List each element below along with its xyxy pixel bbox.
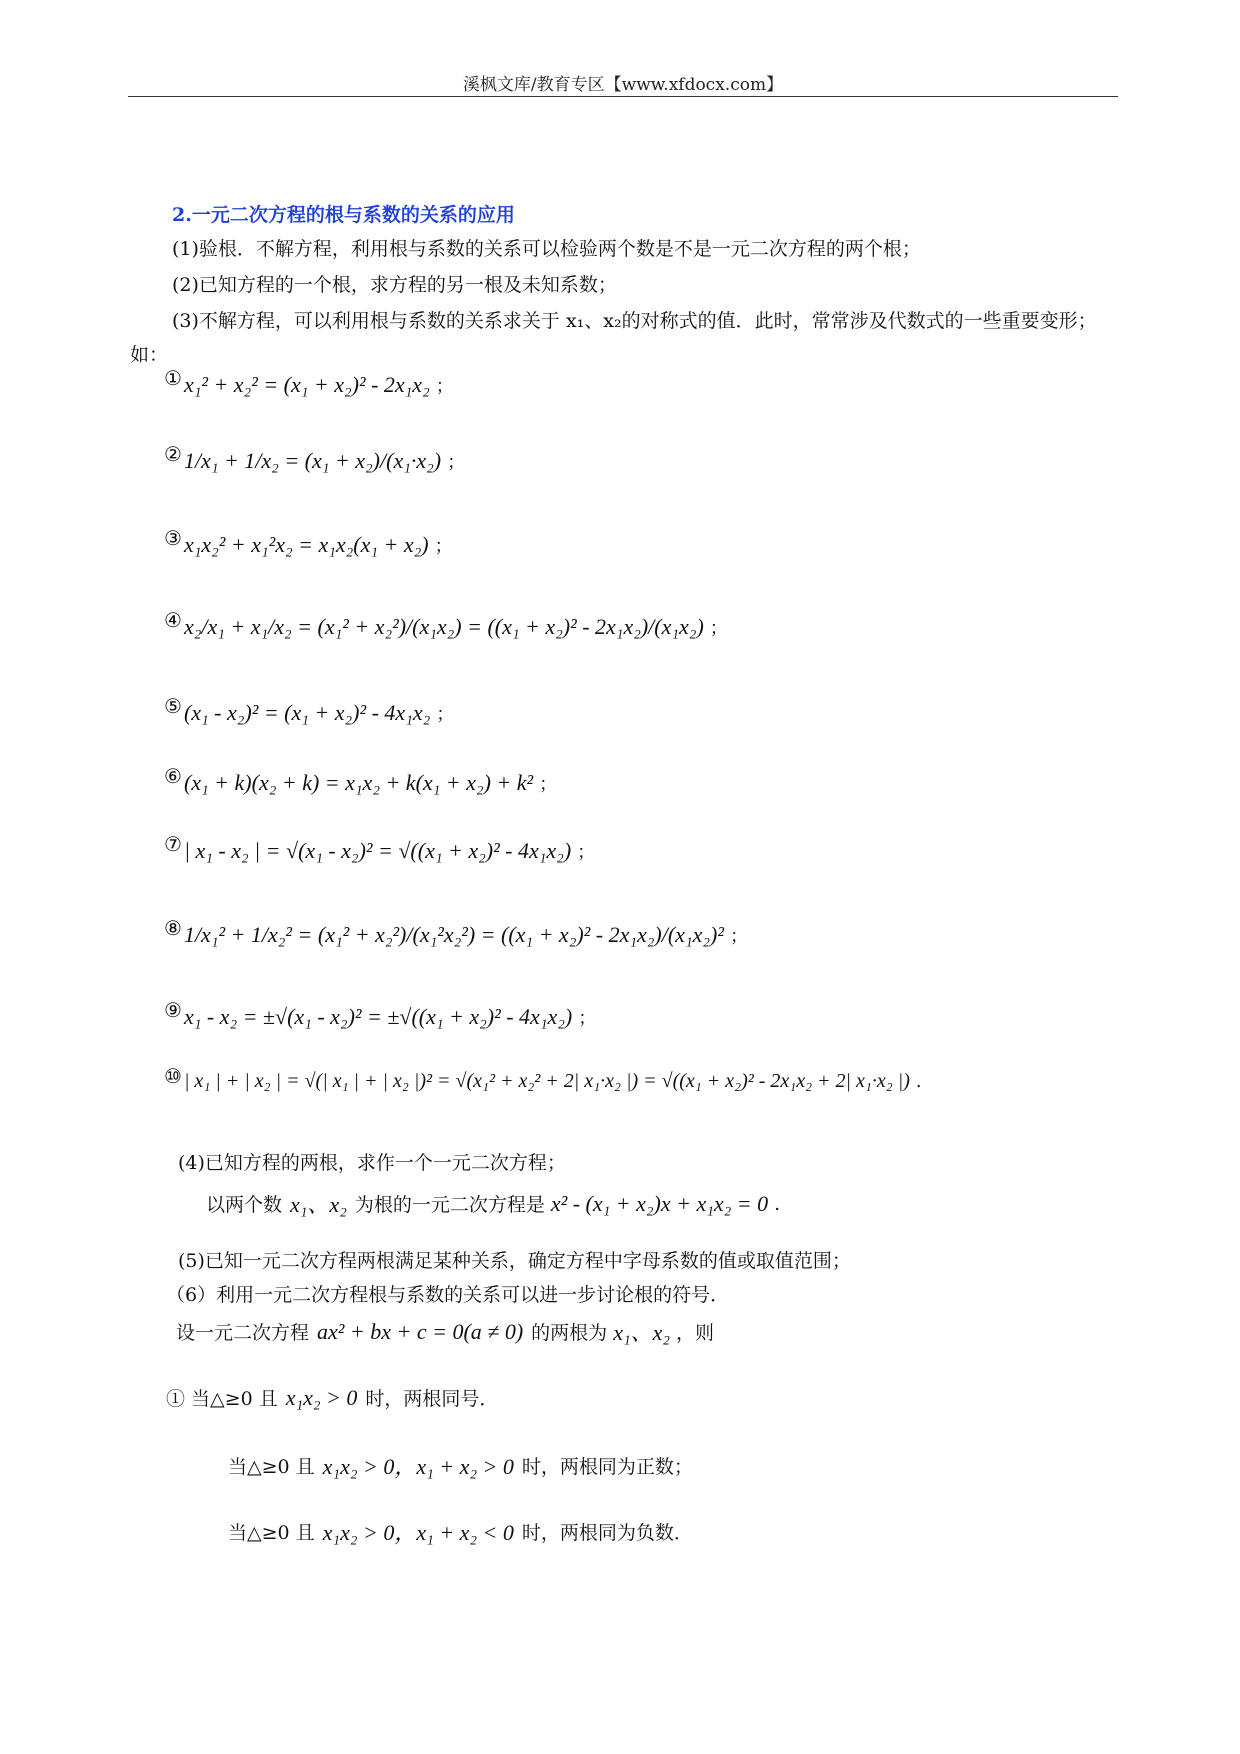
formula-expression: x₂/x₁ + x₁/x₂ = (x₁² + x₂²)/(x₁x₂) = ((x₁ + x₂)² - 2x₁x₂)/(x₁x₂) <box>183 614 704 639</box>
formula-end: ； <box>709 618 728 639</box>
formula-end: ； <box>436 704 455 725</box>
roots-vars: x₁、x₂ <box>290 1192 347 1217</box>
formula-end: ； <box>435 376 454 397</box>
formula-expression: (x₁ - x₂)² = (x₁ + x₂)² - 4x₁x₂ <box>183 700 431 725</box>
case-both-positive <box>228 1450 693 1481</box>
formula-number: ⑧ <box>164 916 182 940</box>
general-line-before: 设一元二次方程 <box>176 1322 310 1344</box>
formula-number: ④ <box>164 608 182 632</box>
case-condition: x₁x₂ > 0 <box>285 1384 358 1410</box>
formula-5 <box>164 694 455 726</box>
general-line-end: ，则 <box>676 1322 715 1344</box>
formula-end: ； <box>578 1008 597 1029</box>
formula-end: . <box>915 1071 922 1092</box>
paragraph-5: (5)已知一元二次方程两根满足某种关系，确定方程中字母系数的值或取值范围； <box>178 1250 851 1272</box>
case-suffix: 时，两根同为负数． <box>521 1522 693 1544</box>
formula-7 <box>164 832 596 864</box>
roots-equation: x² - (x₁ + x₂)x + x₁x₂ = 0 <box>550 1190 769 1216</box>
formula-expression: (x₁ + k)(x₂ + k) = x₁x₂ + k(x₁ + x₂) + k² <box>183 770 534 795</box>
formula-number: ⑦ <box>164 832 182 856</box>
formula-expression: x₁² + x₂² = (x₁ + x₂)² - 2x₁x₂ <box>183 372 430 397</box>
formula-number: ① <box>164 366 182 390</box>
header-rule <box>128 96 1118 97</box>
formula-number: ⑥ <box>164 764 182 788</box>
formula-end: ； <box>577 842 596 863</box>
formula-number: ⑨ <box>164 998 182 1022</box>
roots-line-before: 以两个数 <box>206 1194 283 1216</box>
formula-end: ； <box>447 452 466 473</box>
roots-line-end: . <box>774 1192 781 1215</box>
formula-9 <box>164 998 597 1030</box>
formula-3 <box>164 526 453 558</box>
formula-expression: | x₁ | + | x₂ | = √(| x₁ | + | x₂ |)² = √(x₁² + x₂² + 2| x₁·x₂ |) = √((x₁ + x₂)² - 2x₁x₂ + 2| x₁·x₂ |) <box>183 1070 910 1092</box>
formula-8 <box>164 916 748 948</box>
formula-expression: 1/x₁² + 1/x₂² = (x₁² + x₂²)/(x₁²x₂²) = ((x₁ + x₂)² - 2x₁x₂)/(x₁x₂)² <box>183 922 724 947</box>
paragraph-4: (4)已知方程的两根，求作一个一元二次方程； <box>178 1152 566 1174</box>
case-condition: x₁x₂ > 0，x₁ + x₂ > 0 <box>322 1454 514 1479</box>
paragraph-1: (1)验根．不解方程，利用根与系数的关系可以检验两个数是不是一元二次方程的两个根； <box>172 238 921 260</box>
formula-expression: x₁ - x₂ = ±√(x₁ - x₂)² = ±√((x₁ + x₂)² - 4x₁x₂) <box>183 1004 573 1029</box>
formula-expression: 1/x₁ + 1/x₂ = (x₁ + x₂)/(x₁·x₂) <box>183 448 442 473</box>
formula-4 <box>164 608 728 640</box>
general-equation-line <box>176 1316 714 1347</box>
case-both-negative <box>228 1516 693 1547</box>
general-equation: ax² + bx + c = 0(a ≠ 0) <box>317 1318 524 1344</box>
formula-end: ； <box>729 926 748 947</box>
roots-equation-line <box>206 1188 780 1219</box>
case-prefix: ① 当△≥0 且 <box>166 1388 278 1410</box>
page-header: 溪枫文库/教育专区【www.xfdocx.com】 <box>462 75 784 95</box>
case-suffix: 时，两根同为正数； <box>521 1456 693 1478</box>
paragraph-3: (3)不解方程，可以利用根与系数的关系求关于 x₁、x₂的对称式的值．此时，常常涉及代数式的一些重要变形；如： <box>130 310 1097 366</box>
general-line-mid: 的两根为 <box>531 1322 608 1344</box>
formula-number: ② <box>164 442 182 466</box>
formula-expression: | x₁ - x₂ | = √(x₁ - x₂)² = √((x₁ + x₂)² - 4x₁x₂) <box>183 838 572 863</box>
general-roots: x₁、x₂ <box>613 1320 671 1345</box>
formula-number: ⑤ <box>164 694 182 718</box>
formula-6 <box>164 764 558 796</box>
case-suffix: 时，两根同号． <box>365 1388 499 1410</box>
paragraph-6: （6）利用一元二次方程根与系数的关系可以进一步讨论根的符号． <box>166 1284 730 1306</box>
formula-1 <box>164 366 454 398</box>
case-prefix: 当△≥0 且 <box>228 1456 315 1478</box>
formula-10 <box>164 1064 922 1093</box>
formula-expression: x₁x₂² + x₁²x₂ = x₁x₂(x₁ + x₂) <box>183 532 429 557</box>
section-title: 2.一元二次方程的根与系数的关系的应用 <box>172 204 515 226</box>
case-same-sign <box>166 1384 498 1411</box>
formula-end: ； <box>539 774 558 795</box>
paragraph-2: (2)已知方程的一个根，求方程的另一根及未知系数； <box>172 274 617 296</box>
case-condition: x₁x₂ > 0，x₁ + x₂ < 0 <box>322 1520 514 1545</box>
roots-line-mid: 为根的一元二次方程是 <box>354 1194 545 1216</box>
formula-number: ⑩ <box>164 1064 182 1088</box>
formula-number: ③ <box>164 526 182 550</box>
case-prefix: 当△≥0 且 <box>228 1522 315 1544</box>
formula-2 <box>164 442 466 474</box>
formula-end: ； <box>434 536 453 557</box>
